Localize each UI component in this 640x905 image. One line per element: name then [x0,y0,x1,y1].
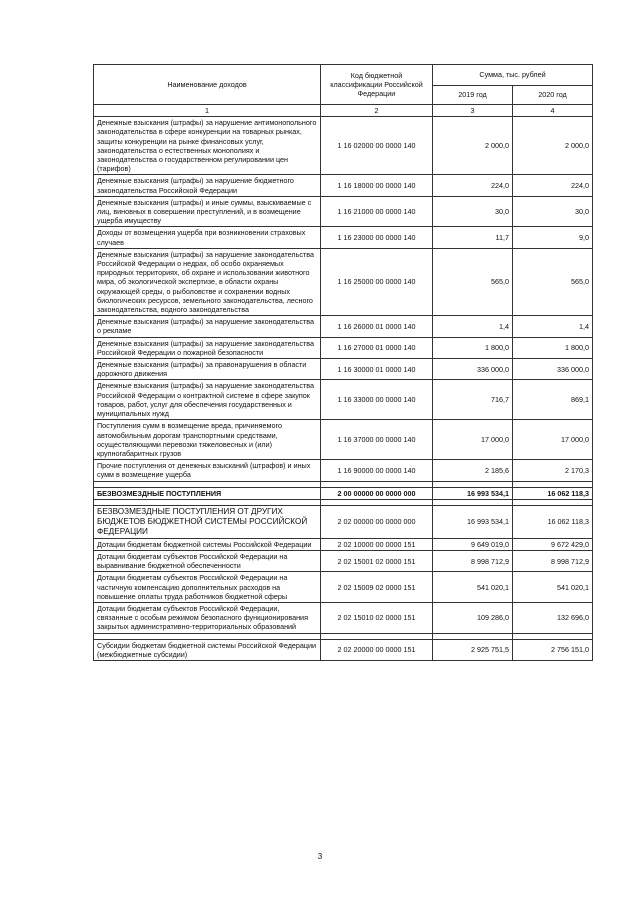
table-row [94,420,593,460]
row-name: Денежные взыскания (штрафы) за нарушение антимонопольного законодательства в сфере конкуренции на товарных рынках, защиты конкуренции на рынке финансовых услуг, законодательства о естественных монополиях и законодательства о государственном регулировании цен (тарифов) [94,117,321,175]
row-value-2020: 16 062 118,3 [513,487,593,499]
row-value-2019: 17 000,0 [433,420,513,460]
row-code: 2 02 00000 00 0000 000 [321,505,433,538]
row-name: Дотации бюджетам субъектов Российской Федерации на выравнивание бюджетной обеспеченности [94,550,321,571]
table-row [94,550,593,571]
table-row [94,572,593,603]
table-row [94,196,593,227]
row-name: Дотации бюджетам субъектов Российской Федерации на частичную компенсацию дополнительных расходов на повышение оплаты труда работников бюджетной сферы [94,572,321,603]
row-name: Субсидии бюджетам бюджетной системы Российской Федерации (межбюджетные субсидии) [94,639,321,660]
row-value-2020: 9,0 [513,227,593,248]
row-value-2020: 1 800,0 [513,337,593,358]
row-name: Денежные взыскания (штрафы) за нарушение законодательства Российской Федерации о недрах, об особо охраняемых природных территориях, об охране и использовании животного мира, об экологической экспертизе, в области охраны окружающей среды, о рыболовстве и сохранении водных биологических ресурсов, земельного законодательства, лесного законодательства, водного законодательства [94,248,321,315]
row-value-2019: 1 800,0 [433,337,513,358]
column-number-4: 4 [513,105,593,117]
row-name: Поступления сумм в возмещение вреда, причиняемого автомобильным дорогам транспортными средствами, осуществляющими перевозки тяжеловесных и (или) крупногабаритных грузов [94,420,321,460]
row-code: 1 16 25000 00 0000 140 [321,248,433,315]
table-row [94,460,593,481]
row-code: 2 02 15010 02 0000 151 [321,602,433,633]
row-value-2020: 336 000,0 [513,359,593,380]
row-value-2020: 30,0 [513,196,593,227]
row-value-2020: 2 000,0 [513,117,593,175]
table-row [94,227,593,248]
table-row [94,117,593,175]
row-value-2020: 8 998 712,9 [513,550,593,571]
row-code: 1 16 18000 00 0000 140 [321,175,433,196]
row-code: 1 16 23000 00 0000 140 [321,227,433,248]
row-value-2019: 541 020,1 [433,572,513,603]
table-row [94,337,593,358]
row-value-2020: 9 672 429,0 [513,538,593,550]
header-year-2019: 2019 год [433,86,513,105]
row-value-2019: 565,0 [433,248,513,315]
column-number-2: 2 [321,105,433,117]
row-value-2019: 2 000,0 [433,117,513,175]
row-name: Дотации бюджетам субъектов Российской Федерации, связанные с особым режимом безопасного функционирования закрытых административно-территориальных образований [94,602,321,633]
row-code: 1 16 21000 00 0000 140 [321,196,433,227]
row-value-2020: 2 756 151,0 [513,639,593,660]
table-row [94,248,593,315]
row-value-2019: 30,0 [433,196,513,227]
row-value-2019: 109 286,0 [433,602,513,633]
row-name: Прочие поступления от денежных взысканий (штрафов) и иных сумм в возмещение ущерба [94,460,321,481]
row-code: 2 02 20000 00 0000 151 [321,639,433,660]
header-sum-column: Сумма, тыс. рублей [433,65,593,86]
row-name: Денежные взыскания (штрафы) за нарушение законодательства Российской Федерации о пожарной безопасности [94,337,321,358]
row-value-2019: 2 185,6 [433,460,513,481]
row-code: 2 02 10000 00 0000 151 [321,538,433,550]
row-value-2019: 2 925 751,5 [433,639,513,660]
row-name: БЕЗВОЗМЕЗДНЫЕ ПОСТУПЛЕНИЯ ОТ ДРУГИХ БЮДЖЕТОВ БЮДЖЕТНОЙ СИСТЕМЫ РОССИЙСКОЙ ФЕДЕРАЦИИ [94,505,321,538]
row-value-2020: 541 020,1 [513,572,593,603]
row-value-2020: 1,4 [513,316,593,337]
row-value-2019: 16 993 534,1 [433,487,513,499]
row-code: 1 16 02000 00 0000 140 [321,117,433,175]
header-code-column: Код бюджетной классификации Российской Федерации [321,65,433,105]
table-row [94,602,593,633]
row-code: 1 16 26000 01 0000 140 [321,316,433,337]
row-value-2020: 2 170,3 [513,460,593,481]
row-value-2020: 16 062 118,3 [513,505,593,538]
row-name: Денежные взыскания (штрафы) за правонарушения в области дорожного движения [94,359,321,380]
row-value-2019: 1,4 [433,316,513,337]
column-number-3: 3 [433,105,513,117]
row-value-2020: 17 000,0 [513,420,593,460]
column-numbers-row [94,105,593,117]
row-name: Дотации бюджетам бюджетной системы Российской Федерации [94,538,321,550]
table-row [94,380,593,420]
table-row [94,359,593,380]
table-row [94,175,593,196]
budget-revenue-table [93,64,593,661]
row-code: 1 16 37000 00 0000 140 [321,420,433,460]
row-name: БЕЗВОЗМЕЗДНЫЕ ПОСТУПЛЕНИЯ [94,487,321,499]
page-number: 3 [317,852,323,861]
table-row [94,538,593,550]
row-name: Денежные взыскания (штрафы) за нарушение законодательства о рекламе [94,316,321,337]
table-row [94,316,593,337]
row-value-2019: 9 649 019,0 [433,538,513,550]
row-value-2020: 224,0 [513,175,593,196]
table-row [94,487,593,499]
row-name: Денежные взыскания (штрафы) за нарушение законодательства Российской Федерации о контрактной системе в сфере закупок товаров, работ, услуг для обеспечения государственных и муниципальных нужд [94,380,321,420]
row-value-2019: 224,0 [433,175,513,196]
table-row [94,505,593,538]
row-value-2019: 11,7 [433,227,513,248]
row-code: 1 16 33000 00 0000 140 [321,380,433,420]
row-value-2019: 716,7 [433,380,513,420]
row-code: 2 00 00000 00 0000 000 [321,487,433,499]
row-value-2020: 869,1 [513,380,593,420]
row-code: 1 16 30000 01 0000 140 [321,359,433,380]
header-name-column: Наименование доходов [94,65,321,105]
row-name: Доходы от возмещения ущерба при возникновении страховых случаев [94,227,321,248]
row-value-2019: 16 993 534,1 [433,505,513,538]
table-row [94,639,593,660]
row-code: 1 16 90000 00 0000 140 [321,460,433,481]
row-value-2019: 336 000,0 [433,359,513,380]
row-name: Денежные взыскания (штрафы) и иные суммы, взыскиваемые с лиц, виновных в совершении преступлений, и в возмещение ущерба имуществу [94,196,321,227]
row-value-2020: 132 696,0 [513,602,593,633]
row-code: 2 02 15009 02 0000 151 [321,572,433,603]
row-name: Денежные взыскания (штрафы) за нарушение бюджетного законодательства Российской Федерации [94,175,321,196]
row-value-2020: 565,0 [513,248,593,315]
table-header-row [94,65,593,86]
column-number-1: 1 [94,105,321,117]
header-year-2020: 2020 год [513,86,593,105]
row-value-2019: 8 998 712,9 [433,550,513,571]
row-code: 1 16 27000 01 0000 140 [321,337,433,358]
row-code: 2 02 15001 02 0000 151 [321,550,433,571]
